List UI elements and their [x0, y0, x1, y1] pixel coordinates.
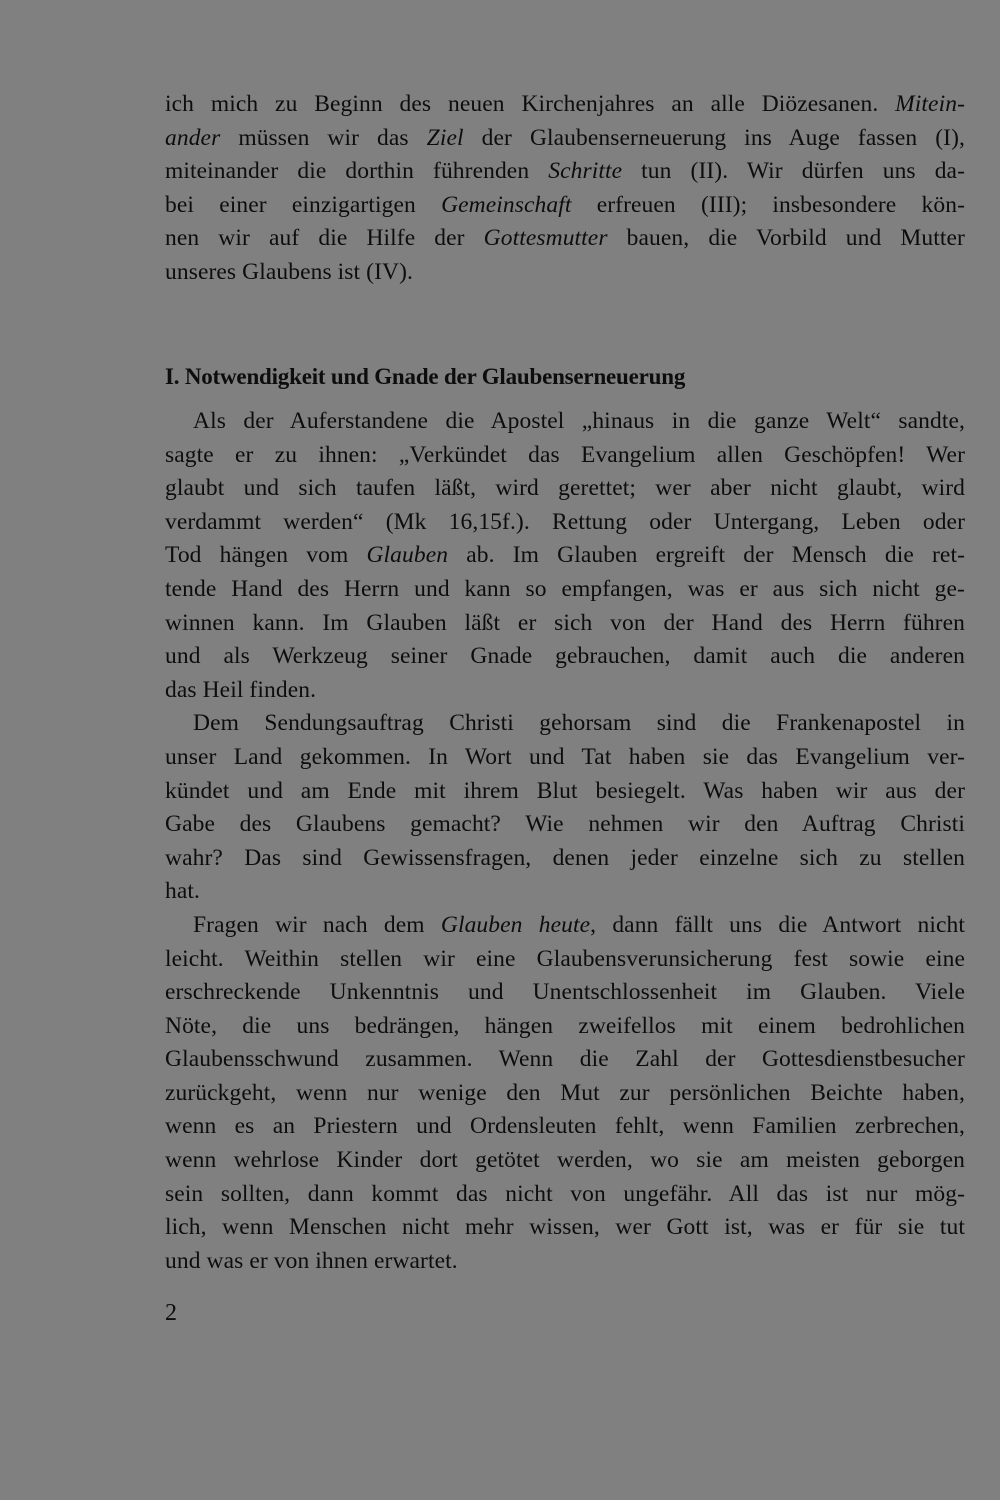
- text-line: [165, 573, 965, 607]
- text-run: Glaubensschwund zusammen. Wenn die Zahl der Gottesdienstbesucher: [165, 1046, 965, 1073]
- page-number: 2: [165, 1300, 177, 1326]
- text-line: [165, 439, 965, 473]
- text-run: Dem Sendungsauftrag Christi gehorsam sind die Frankenapostel in: [193, 710, 965, 737]
- text-line: [165, 1110, 965, 1144]
- text-line: [165, 1245, 965, 1279]
- text-line: [165, 506, 965, 540]
- text-run: wahr? Das sind Gewissensfragen, denen jeder einzelne sich zu stellen: [165, 844, 965, 871]
- text-run: miteinander die dorthin führenden: [165, 158, 549, 185]
- emphasis-text: Schritte: [548, 158, 623, 185]
- text-run: müssen wir das: [220, 124, 427, 151]
- text-line: [165, 775, 965, 809]
- text-line: [165, 875, 965, 909]
- text-run: wenn es an Priestern und Ordensleuten fehlt, wenn Familien zerbrechen,: [165, 1113, 965, 1140]
- text-line: [165, 1043, 965, 1077]
- text-run: tun (II). Wir dürfen uns da-: [622, 158, 965, 185]
- text-run: Als der Auferstandene die Apostel „hinaus in die ganze Welt“ sandte,: [193, 408, 965, 434]
- text-run: wenn wehrlose Kinder dort getötet werden, wo sie am meisten geborgen: [165, 1147, 965, 1174]
- text-run: nen wir auf die Hilfe der: [165, 225, 484, 252]
- emphasis-text: Glauben: [366, 542, 449, 569]
- text-run: Gabe des Glaubens gemacht? Wie nehmen wir den Auftrag Christi: [165, 811, 965, 838]
- emphasis-text: Ziel: [426, 124, 464, 151]
- text-line: [165, 189, 965, 223]
- text-line: [165, 607, 965, 641]
- emphasis-text: Gemeinschaft: [441, 191, 572, 218]
- text-run: bei einer einzigartigen: [165, 191, 442, 218]
- text-run: Nöte, die uns bedrängen, hängen zweifellos mit einem bedrohlichen: [165, 1012, 965, 1039]
- text-line: [165, 1178, 965, 1212]
- text-run: der Glaubenserneuerung ins Auge fassen (I),: [463, 124, 965, 151]
- text-line: [165, 976, 965, 1010]
- text-line: [165, 222, 965, 256]
- text-line: [165, 122, 965, 156]
- text-line: [165, 1144, 965, 1178]
- text-run: Tod hängen vom: [165, 542, 367, 569]
- emphasis-text: ander: [165, 124, 221, 151]
- text-run: Fragen wir nach dem: [193, 911, 441, 938]
- text-line: [165, 808, 965, 842]
- emphasis-text: Gottesmutter: [483, 225, 608, 252]
- section-heading: I. Notwendigkeit und Gnade der Glaubenserneuerung: [165, 364, 686, 389]
- text-run: kündet und am Ende mit ihrem Blut besiegelt. Was haben wir aus der: [165, 777, 965, 804]
- text-run: hat.: [165, 878, 200, 905]
- text-run: unser Land gekommen. In Wort und Tat haben sie das Evangelium ver-: [165, 743, 965, 770]
- text-line: [165, 155, 965, 189]
- text-line: [165, 256, 965, 290]
- text-line: [165, 1077, 965, 1111]
- text-run: ich mich zu Beginn des neuen Kirchenjahres an alle Diözesanen.: [165, 91, 896, 117]
- text-run: bauen, die Vorbild und Mutter: [607, 225, 965, 252]
- text-run: erfreuen (III); insbesondere kön-: [571, 191, 965, 218]
- text-run: lich, wenn Menschen nicht mehr wissen, wer Gott ist, was er für sie tut: [165, 1214, 965, 1241]
- text-line: [165, 842, 965, 876]
- text-run: glaubt und sich taufen läßt, wird gerettet; wer aber nicht glaubt, wird: [165, 475, 965, 502]
- text-run: das Heil finden.: [165, 676, 317, 703]
- text-run: unseres Glaubens ist (IV).: [165, 258, 413, 285]
- text-run: und was er von ihnen erwartet.: [165, 1247, 458, 1274]
- text-line: [165, 943, 965, 977]
- text-line: [165, 909, 965, 943]
- text-run: verdammt werden“ (Mk 16,15f.). Rettung oder Untergang, Leben oder: [165, 508, 965, 535]
- text-run: ab. Im Glauben ergreift der Mensch die ret-: [448, 542, 966, 569]
- text-run: zurückgeht, wenn nur wenige den Mut zur persönlichen Beichte haben,: [165, 1079, 965, 1106]
- text-run: winnen kann. Im Glauben läßt er sich von der Hand des Herrn führen: [165, 609, 965, 636]
- text-line: [165, 405, 965, 439]
- text-run: , dann fällt uns die Antwort nicht: [590, 911, 966, 938]
- intro-paragraph: [165, 88, 965, 290]
- text-line: [165, 539, 965, 573]
- section-body: [165, 405, 965, 1278]
- text-line: [165, 88, 965, 122]
- text-run: erschreckende Unkenntnis und Unentschlossenheit im Glauben. Viele: [165, 979, 965, 1006]
- text-line: [165, 741, 965, 775]
- text-run: sein sollten, dann kommt das nicht von ungefähr. All das ist nur mög-: [165, 1180, 965, 1207]
- text-line: [165, 707, 965, 741]
- text-run: tende Hand des Herrn und kann so empfangen, was er aus sich nicht ge-: [165, 575, 965, 602]
- emphasis-text: Glauben heute: [440, 911, 591, 938]
- text-run: und als Werkzeug seiner Gnade gebrauchen, damit auch die anderen: [165, 643, 965, 670]
- text-line: [165, 1211, 965, 1245]
- text-run: leicht. Weithin stellen wir eine Glaubensverunsicherung fest sowie eine: [165, 945, 965, 972]
- text-line: [165, 1010, 965, 1044]
- text-run: sagte er zu ihnen: „Verkündet das Evangelium allen Geschöpfen! Wer: [165, 441, 965, 468]
- text-line: [165, 472, 965, 506]
- emphasis-text: Mitein-: [895, 91, 965, 117]
- text-line: [165, 674, 965, 708]
- text-line: [165, 640, 965, 674]
